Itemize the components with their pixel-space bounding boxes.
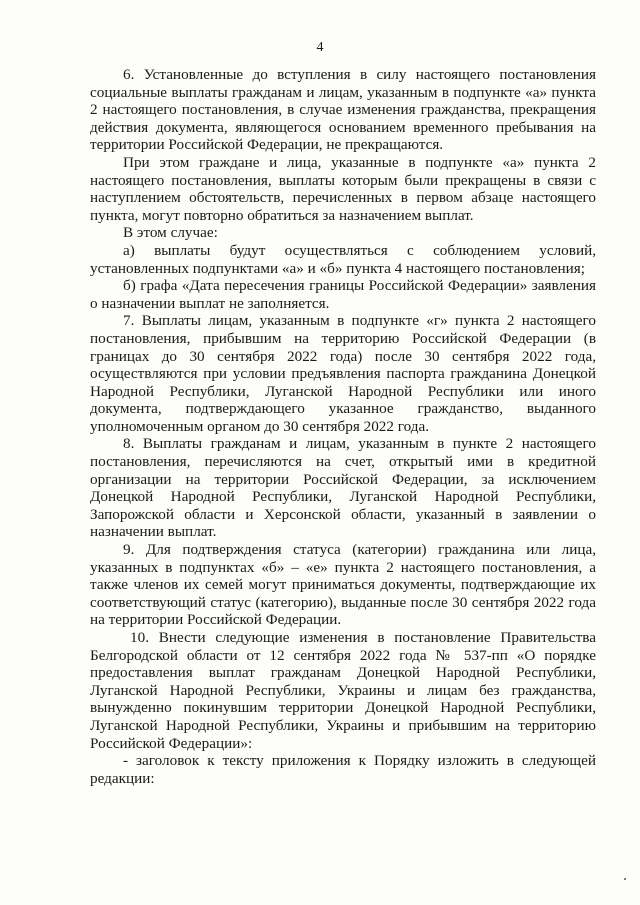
paragraph-item-6-continuation: При этом граждане и лица, указанные в подпункте «а» пункта 2 настоящего постановления, выплаты которым были прекращены в связи с наступлением обстоятельств, перечисленных в первом абзаце настоящего пункта, могут повторно обратиться за назначением выплат. [90, 153, 596, 224]
paragraph-item-7: 7. Выплаты лицам, указанным в подпункте «г» пункта 2 настоящего постановления, прибывшим на территорию Российской Федерации (в границах до 30 сентября 2022 года) после 30 сентября 2022 года, осуществляются при условии предъявления паспорта гражданина Донецкой Народной Республики, Луганской Народной Республики или иного документа, подтверждающего указанное гражданство, выданного уполномоченным органом до 30 сентября 2022 года. [90, 312, 596, 435]
page-number: 4 [316, 40, 324, 55]
paragraph-item-10-dash: - заголовок к тексту приложения к Порядку изложить в следующей редакции: [90, 752, 596, 787]
paragraph-subitem-a: а) выплаты будут осуществляться с соблюдением условий, установленных подпунктами «а» и «б» пункта 4 настоящего постановления; [90, 241, 596, 277]
paragraph-subitem-b: б) графа «Дата пересечения границы Российской Федерации» заявления о назначении выплат не заполняется. [90, 277, 596, 312]
scan-speck [624, 878, 626, 880]
paragraph-item-10: 10. Внести следующие изменения в постановление Правительства Белгородской области от 12 сентября 2022 года № 537-пп «О порядке предоставления выплат гражданам Донецкой Народной Республики, Луганской Народной Республики, Украины и лицам без гражданства, вынужденно покинувшим территории Донецкой Народной Республики, Луганской Народной Республики, Украины и прибывшим на территорию Российской Федерации»: [90, 629, 596, 752]
document-body [90, 66, 596, 787]
paragraph-in-this-case: В этом случае: [123, 224, 218, 242]
paragraph-item-6: 6. Установленные до вступления в силу настоящего постановления социальные выплаты гражданам и лицам, указанным в подпункте «а» пункта 2 настоящего постановления, в случае изменения гражданства, прекращения действия документа, являющегося основанием временного пребывания на территории Российской Федерации, не прекращаются. [90, 66, 596, 154]
paragraph-item-8: 8. Выплаты гражданам и лицам, указанным в пункте 2 настоящего постановления, перечисляются на счет, открытый ими в кредитной организации на территории Российской Федерации, за исключением Донецкой Народной Республики, Луганской Народной Республики, Запорожской области и Херсонской области, указанный в заявлении о назначении выплат. [90, 435, 596, 541]
paragraph-item-9: 9. Для подтверждения статуса (категории) гражданина или лица, указанных в подпунктах «б» – «е» пункта 2 настоящего постановления, а также членов их семей могут приниматься документы, подтверждающие их соответствующий статус (категорию), выданные после 30 сентября 2022 года на территории Российской Федерации. [90, 541, 596, 629]
